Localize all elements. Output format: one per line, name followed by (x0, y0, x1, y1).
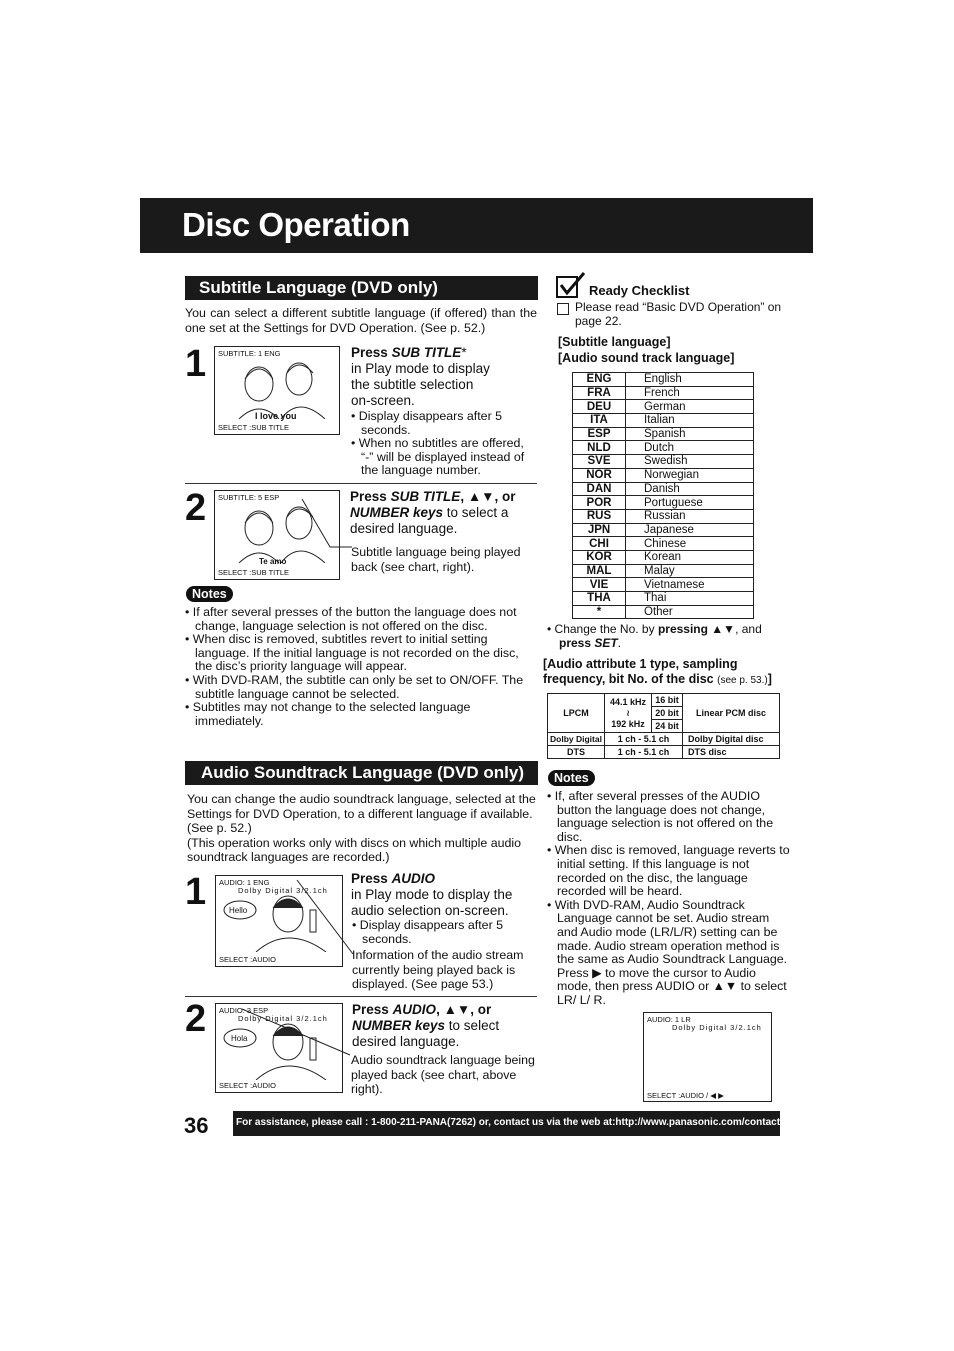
instruction-line: in Play mode to display (351, 361, 490, 376)
sub-title-key: SUB TITLE (391, 345, 462, 360)
desc-cell: Dolby Digital disc (683, 733, 780, 746)
language-code: JPN (573, 523, 626, 537)
language-name: English (626, 373, 754, 387)
audio-intro (187, 792, 537, 865)
bullet-item: • Display disappears after 5 seconds. (351, 409, 503, 437)
audio-attr-heading-line: frequency, bit No. of the disc (543, 672, 714, 686)
language-name: Russian (626, 509, 754, 523)
audio-attr-heading (543, 657, 803, 688)
language-row (573, 523, 754, 537)
audio-mode-screen (643, 1012, 772, 1102)
subtitle-language-heading: [Subtitle language] (558, 335, 671, 349)
language-row (573, 496, 754, 510)
sub-title-key: SUB TITLE (390, 489, 461, 504)
language-row (573, 578, 754, 592)
note-item: • When disc is removed, language reverts to initial setting. If this language is not recorded on the disc, the language recorded will be heard. (547, 843, 790, 899)
language-name: Norwegian (626, 468, 754, 482)
language-code: ESP (573, 427, 626, 441)
note-item: • With DVD-RAM, the subtitle can only be set to ON/OFF. The subtitle language cannot be selected. (185, 672, 524, 701)
audio-section-header (185, 761, 538, 785)
language-code: ENG (573, 373, 626, 387)
language-code: KOR (573, 550, 626, 564)
audio-key: AUDIO (392, 1002, 437, 1017)
audio-notes (547, 790, 793, 1008)
language-name: Italian (626, 414, 754, 428)
audio-section-title: Audio Soundtrack Language (DVD only) (201, 763, 525, 782)
screen-format-label: Dolby Digital 3/2.1ch (238, 1014, 328, 1023)
instruction-line: desired language. (352, 1034, 460, 1049)
press-label: Press (351, 871, 388, 886)
language-code: VIE (573, 578, 626, 592)
note-item: • When disc is removed, subtitles revert to initial setting language. If the initial language is not recorded on the disc, the disc’s priority language will appear. (185, 632, 519, 674)
screen-format-label: Dolby Digital 3/2.1ch (672, 1023, 762, 1032)
language-code: RUS (573, 509, 626, 523)
language-row (573, 482, 754, 496)
language-code: MAL (573, 564, 626, 578)
bracket: ] (767, 672, 772, 686)
screen-caption: I love you (255, 411, 297, 421)
format-cell: DTS (548, 746, 605, 759)
speech-bubble-text: Hola (231, 1034, 248, 1043)
note-text: , and (735, 622, 762, 636)
instruction-line: desired language. (350, 521, 458, 536)
footnote-star: * (461, 345, 467, 360)
language-code: NLD (573, 441, 626, 455)
subtitle-notes (185, 606, 537, 728)
language-row (573, 592, 754, 606)
language-name: German (626, 400, 754, 414)
screen-select-label: SELECT :AUDIO / ◀ ▶ (647, 1091, 724, 1100)
note-item: • If, after several presses of the AUDIO button the language does not change, language selection is not offered on the disc. (547, 789, 774, 844)
screen-top-label: AUDIO: 3 ESP (219, 1006, 269, 1015)
screen-select-label: SELECT :AUDIO (219, 1081, 276, 1090)
audio-intro-text: You can change the audio soundtrack language, selected at the Settings for DVD Operation, to a different language if available. (See p. 52.) (187, 792, 536, 835)
instruction-line: to select a (446, 505, 509, 520)
range-mark: ≀ (626, 707, 630, 718)
step-number: 1 (185, 343, 207, 385)
language-row (573, 468, 754, 482)
key-separator: , ▲▼, or (460, 489, 516, 504)
bit-cell: 20 bit (652, 707, 683, 720)
press-label: Press (351, 345, 388, 360)
screen-top-label: SUBTITLE: 5 ESP (218, 493, 280, 502)
checkmark-icon (556, 271, 586, 299)
language-code: FRA (573, 386, 626, 400)
screen-select-label: SELECT :SUB TITLE (218, 423, 289, 432)
language-row (573, 441, 754, 455)
language-name: French (626, 386, 754, 400)
note-item: • Subtitles may not change to the selected language immediately. (185, 700, 471, 728)
screen-select-label: SELECT :AUDIO (219, 955, 276, 964)
notes-label: Notes (186, 586, 233, 602)
note-text: . (617, 635, 622, 650)
language-code: * (573, 605, 626, 619)
bullet-item: • Display disappears after 5 seconds. (352, 918, 504, 946)
desc-cell: DTS disc (683, 746, 780, 759)
step2-callout: Subtitle language being played back (see chart, right). (351, 545, 521, 574)
key-separator: , ▲▼, or (436, 1002, 492, 1017)
language-name: Japanese (626, 523, 754, 537)
audio-language-heading: [Audio sound track language] (558, 351, 735, 365)
assistance-text: For assistance, please call : 1-800-211-PANA(7262) or, contact us via the web at:http://www.panasonic.com/contactinfo (236, 1117, 799, 1128)
audio-step1-bullets (352, 919, 538, 946)
freq-low: 44.1 kHz (609, 696, 647, 707)
number-keys: NUMBER keys (352, 1018, 446, 1033)
language-name: Danish (626, 482, 754, 496)
language-code: NOR (573, 468, 626, 482)
format-cell: Dolby Digital (548, 733, 605, 746)
language-name: Malay (626, 564, 754, 578)
language-row (573, 564, 754, 578)
instruction-line: audio selection on-screen. (351, 903, 509, 918)
language-name: Spanish (626, 427, 754, 441)
step2-instruction (350, 489, 538, 537)
instruction-line: in Play mode to display the (351, 887, 513, 902)
language-table (572, 372, 754, 619)
language-row (573, 386, 754, 400)
divider (185, 996, 537, 997)
subtitle-intro: You can select a different subtitle language (if offered) than the one set at the Settings for DVD Operation. (See p. 52.) (185, 306, 537, 335)
freq-high: 192 kHz (611, 718, 645, 729)
channel-cell: 1 ch - 5.1 ch (605, 746, 683, 759)
subtitle-section-header (185, 276, 538, 300)
language-code: POR (573, 496, 626, 510)
language-row (573, 373, 754, 387)
screen-select-label: SELECT :SUB TITLE (218, 568, 289, 577)
number-keys: NUMBER keys (350, 505, 444, 520)
step1-instruction (351, 345, 537, 409)
language-row (573, 537, 754, 551)
language-row (573, 455, 754, 469)
notes-label: Notes (548, 770, 595, 786)
language-code: CHI (573, 537, 626, 551)
bullet-item: • When no subtitles are offered, “-” will be displayed instead of the language number. (351, 436, 525, 478)
title-banner (140, 198, 813, 253)
language-code: ITA (573, 414, 626, 428)
press-label: Press (352, 1002, 389, 1017)
checkbox[interactable] (557, 303, 569, 315)
callout-line (238, 1005, 358, 1060)
language-code: DAN (573, 482, 626, 496)
note-bold: press (559, 635, 592, 650)
couple-illustration (229, 359, 329, 419)
audio-step2-instruction (352, 1002, 538, 1050)
audio-key: AUDIO (391, 871, 436, 886)
language-row (573, 605, 754, 619)
bit-cell: 16 bit (652, 694, 683, 707)
language-code: SVE (573, 455, 626, 469)
language-name: Dutch (626, 441, 754, 455)
instruction-line: on-screen. (351, 393, 415, 408)
language-code: DEU (573, 400, 626, 414)
page-number: 36 (184, 1113, 209, 1138)
language-name: Korean (626, 550, 754, 564)
audio-attr-heading-line: [Audio attribute 1 type, sampling (543, 657, 738, 671)
screen-caption: Te amo (259, 557, 287, 566)
language-table-heading (558, 334, 734, 366)
screen-top-label: SUBTITLE: 1 ENG (218, 349, 281, 358)
screen-top-label: AUDIO: 1 LR (647, 1015, 691, 1024)
language-row (573, 400, 754, 414)
language-name: Swedish (626, 455, 754, 469)
channel-cell: 1 ch - 5.1 ch (605, 733, 683, 746)
speech-bubble-text: Hello (229, 906, 248, 915)
step1-bullets (351, 410, 538, 478)
checklist-item: Please read “Basic DVD Operation” on page 22. (575, 300, 782, 328)
instruction-line: the subtitle selection (351, 377, 474, 392)
lpcm-desc-cell: Linear PCM disc (683, 694, 780, 733)
step-number: 2 (185, 487, 207, 529)
language-row (573, 414, 754, 428)
audio-step1-callout: Information of the audio stream currently being played back is displayed. (See page 53.) (352, 948, 524, 991)
note-item: • If after several presses of the button the language does not change, language selection is not offered on the disc. (185, 605, 517, 633)
audio-step1-instruction (351, 871, 538, 919)
language-name: Other (626, 605, 754, 619)
language-code: THA (573, 592, 626, 606)
set-key: SET (594, 635, 618, 650)
divider (185, 483, 537, 484)
language-name: Portuguese (626, 496, 754, 510)
subtitle-screen-1 (214, 346, 340, 435)
language-name: Thai (626, 592, 754, 606)
note-item: • With DVD-RAM, Audio Soundtrack Language cannot be set. Audio stream and Audio mode (LR/L/R) setting can be made. Audio stream operation method is the same as Audio Soundtrack Language. Press ▶ to move the cursor to Audio mode, then press AUDIO or ▲▼ to select LR/ L/ R. (547, 897, 788, 1007)
bit-cell: 24 bit (652, 720, 683, 733)
note-bold: pressing ▲▼ (657, 622, 736, 636)
assistance-footer (233, 1111, 799, 1136)
checklist-title: Ready Checklist (589, 283, 690, 298)
language-name: Chinese (626, 537, 754, 551)
instruction-line: to select (448, 1018, 500, 1033)
screen-format-label: Dolby Digital 3/2.1ch (238, 886, 328, 895)
page-reference: (see p. 53.) (717, 675, 768, 686)
audio-step2-callout: Audio soundtrack language being played back (see chart, above right). (351, 1053, 535, 1096)
step-number: 2 (185, 998, 207, 1040)
press-label: Press (350, 489, 387, 504)
language-row (573, 509, 754, 523)
language-row (573, 550, 754, 564)
change-number-note (547, 623, 797, 651)
screen-top-label: AUDIO: 1 ENG (219, 878, 270, 887)
audio-intro-note: (This operation works only with discs on which multiple audio soundtrack languages are recorded.) (187, 835, 522, 864)
language-row (573, 427, 754, 441)
note-text: • Change the No. by (547, 622, 655, 636)
frequency-cell (605, 694, 652, 733)
language-name: Vietnamese (626, 578, 754, 592)
lpcm-cell: LPCM (548, 694, 605, 733)
audio-attribute-table (547, 693, 780, 759)
step-number: 1 (185, 871, 207, 913)
subtitle-section-title: Subtitle Language (DVD only) (199, 278, 438, 297)
page-title: Disc Operation (182, 206, 410, 243)
